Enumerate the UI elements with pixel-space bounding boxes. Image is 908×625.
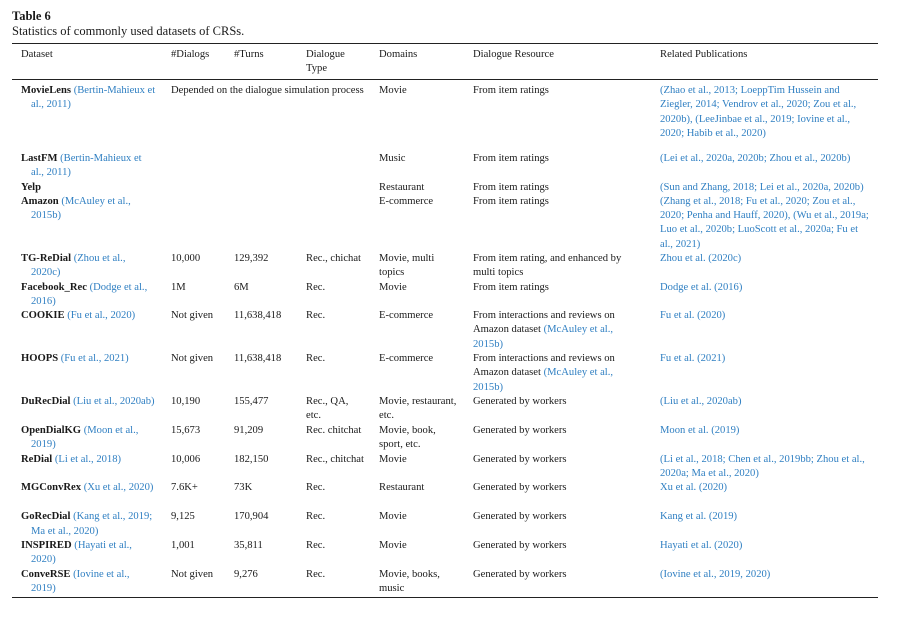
dialogs-cell: Not given [171, 310, 214, 322]
related-publications-cell[interactable]: (Sun and Zhang, 2018; Lei et al., 2020a, 2020b) [660, 181, 864, 193]
resource-text: From item ratings [473, 85, 549, 96]
turns-cell: 9,276 [225, 568, 297, 597]
dataset-citation-link[interactable]: (Fu et al., 2021) [60, 353, 129, 365]
domains-cell: Movie, restaurant, etc. [379, 396, 457, 422]
table-row [12, 281, 878, 310]
dataset-cell [12, 195, 162, 252]
table-row [12, 152, 878, 181]
turns-cell: 170,904 [234, 511, 269, 523]
domains-cell: E-commerce [379, 195, 434, 207]
dialogue-resource-cell [464, 568, 651, 597]
dialogue-type-cell: Rec., chitchat [306, 453, 364, 465]
related-publications-cell[interactable]: Xu et al. (2020) [660, 482, 728, 494]
turns-cell: 6M [234, 281, 249, 293]
resource-text: From item ratings [473, 181, 549, 193]
related-publications-cell[interactable]: Hayati et al. (2020) [660, 539, 743, 551]
dialogue-type-cell: Rec. [306, 353, 326, 365]
dialogs-cell: Depended on the dialogue simulation process [171, 85, 364, 96]
dataset-citation-link[interactable]: (Li et al., 2018) [54, 453, 122, 465]
dialogs-cell: 7.6K+ [171, 482, 198, 494]
dialogue-resource-cell [464, 424, 651, 453]
header-dataset: Dataset [12, 44, 162, 80]
dialogs-cell: 1,001 [171, 539, 195, 551]
table-row [12, 309, 878, 352]
related-publications-cell[interactable]: (Iovine et al., 2019, 2020) [651, 568, 878, 597]
dataset-citation-link[interactable]: (McAuley et al., 2015b) [31, 195, 131, 222]
turns-cell [225, 181, 297, 195]
dialogue-resource-cell [464, 252, 651, 281]
dataset-citation-link[interactable]: (Fu et al., 2020) [67, 310, 136, 322]
header-dialogue-type: Dialogue Type [297, 44, 370, 80]
related-publications-cell[interactable]: (Lei et al., 2020a, 2020b; Zhou et al., 2020b) [660, 152, 851, 164]
table-row [12, 352, 878, 395]
dataset-name: MovieLens [21, 85, 72, 96]
dataset-name: GoRecDial [21, 511, 71, 523]
resource-text: Generated by workers [473, 482, 567, 494]
related-publications-cell[interactable]: (Zhao et al., 2013; LoeppTim Hussein and Ziegler, 2014; Vendrov et al., 2020; Zou et al., 2020b), (LeeJinbae et al., 2019; Iovine et al., 2020; Habib et al., 2020) [660, 85, 857, 139]
domains-cell: E-commerce [379, 310, 434, 322]
dialogs-cell: 10,190 [171, 396, 201, 408]
dataset-citation-link[interactable]: (Liu et al., 2020ab) [73, 396, 155, 408]
table-row [12, 195, 878, 252]
dataset-name: HOOPS [21, 353, 59, 365]
turns-cell: 155,477 [234, 396, 269, 408]
dataset-cell [12, 252, 162, 281]
dialogue-resource-cell [464, 281, 651, 310]
resource-text: Generated by workers [473, 424, 567, 436]
dialogue-type-cell: Rec. [306, 310, 326, 322]
dataset-citation-link[interactable]: (Kang et al., 2019; Ma et al., 2020) [31, 511, 153, 537]
dialogue-type-cell: Rec. [306, 539, 326, 551]
dialogue-resource-cell [464, 309, 651, 352]
dialogue-resource-cell [464, 80, 651, 152]
dataset-citation-link[interactable]: (Bertin-Mahieux et al., 2011) [31, 85, 156, 111]
dialogue-resource-cell [464, 510, 651, 539]
table-label: Table 6 [12, 9, 51, 23]
turns-cell: 35,811 [234, 539, 263, 551]
dialogs-cell: 9,125 [171, 511, 195, 523]
dialogue-type-cell: Rec. chitchat [306, 424, 362, 436]
dialogs-cell [162, 181, 225, 195]
dataset-cell [12, 80, 162, 152]
resource-text: From item ratings [473, 152, 549, 164]
table-body [12, 80, 878, 598]
dataset-citation-link[interactable]: (Zhou et al., 2020c) [31, 252, 126, 279]
dataset-name: ConveRSE [21, 568, 71, 580]
dataset-citation-link[interactable]: (Iovine et al., 2019) [31, 568, 130, 595]
dataset-cell [12, 510, 162, 539]
dataset-citation-link[interactable]: (Dodge et al., 2016) [31, 281, 148, 307]
dataset-name: INSPIRED [21, 539, 72, 551]
dataset-name: COOKIE [21, 310, 65, 322]
header-related-publications: Related Publications [651, 44, 878, 80]
domains-cell: Restaurant [379, 181, 425, 193]
dialogs-cell: Not given [162, 568, 225, 597]
domains-cell: Music [379, 152, 406, 164]
dialogue-resource-cell [464, 453, 651, 482]
dialogue-resource-cell [464, 195, 651, 252]
dialogs-cell: 10,000 [171, 252, 201, 264]
domains-cell: E-commerce [379, 353, 434, 365]
turns-cell: 11,638,418 [234, 310, 282, 322]
resource-text: From item ratings [473, 195, 549, 207]
resource-text: Generated by workers [473, 539, 567, 551]
dialogue-type-cell: Rec. [297, 568, 370, 597]
dataset-cell [12, 309, 162, 352]
resource-text: From item rating, and enhanced by multi topics [473, 252, 622, 279]
domains-cell: Movie, books, music [370, 568, 464, 597]
dataset-citation-link[interactable]: (Bertin-Mahieux et al., 2011) [31, 152, 142, 178]
dataset-citation-link[interactable]: (Xu et al., 2020) [83, 482, 154, 494]
related-publications-cell[interactable]: Zhou et al. (2020c) [660, 252, 742, 264]
table-header-row [12, 44, 878, 80]
related-publications-cell[interactable]: Dodge et al. (2016) [660, 281, 743, 293]
table-row [12, 453, 878, 482]
dialogue-type-cell: Rec. [306, 482, 326, 494]
dataset-citation-link[interactable]: (Moon et al., 2019) [31, 424, 139, 451]
dataset-name: ReDial [21, 453, 53, 465]
dataset-cell [12, 481, 162, 510]
dialogue-type-cell [297, 195, 370, 252]
dataset-cell [12, 568, 162, 597]
dialogue-type-cell [297, 152, 370, 181]
turns-cell [225, 195, 297, 252]
dataset-cell [12, 539, 162, 568]
dataset-citation-link[interactable]: (Hayati et al., 2020) [31, 539, 132, 566]
dialogs-cell: 10,006 [171, 453, 201, 465]
turns-cell [225, 152, 297, 181]
dialogue-type-cell: Rec. [306, 281, 326, 293]
table-caption: Statistics of commonly used datasets of CRSs. [12, 24, 245, 38]
dialogue-type-cell: Rec. [306, 511, 326, 523]
dataset-name: Amazon [21, 195, 59, 207]
dataset-cell [12, 424, 162, 453]
turns-cell: 91,209 [234, 424, 264, 436]
dialogue-resource-cell [464, 481, 651, 510]
dialogs-cell [162, 195, 225, 252]
table-row [12, 539, 878, 568]
related-publications-cell[interactable]: Fu et al. (2021) [660, 353, 726, 365]
resource-text: Generated by workers [473, 396, 567, 408]
domains-cell: Movie [379, 539, 407, 551]
domains-cell: Restaurant [379, 482, 425, 494]
table-row [12, 80, 878, 152]
dialogue-type-cell [297, 181, 370, 195]
domains-cell: Movie, book, sport, etc. [379, 424, 436, 451]
resource-text: Generated by workers [473, 568, 567, 580]
dialogs-cell: 15,673 [171, 424, 201, 436]
dialogs-cell: Not given [171, 353, 214, 365]
dataset-name: TG-ReDial [21, 252, 72, 264]
resource-citation-link[interactable]: (McAuley et al., 2015b) [473, 367, 614, 393]
dialogue-type-cell: Rec., chichat [306, 252, 362, 264]
domains-cell: Movie [379, 511, 407, 523]
header-dialogue-resource: Dialogue Resource [464, 44, 651, 80]
domains-cell: Movie [379, 281, 407, 293]
dataset-name: OpenDialKG [21, 424, 82, 436]
related-publications-cell[interactable]: Kang et al. (2019) [660, 511, 738, 523]
dataset-name: Yelp [21, 181, 42, 193]
related-publications-cell[interactable]: (Zhang et al., 2018; Fu et al., 2020; Zou et al., 2020; Penha and Hauff, 2020), (Wu et al., 2019a; Luo et al., 2020b; LuoScott et al., 2020a; Fu et al., 2021) [660, 195, 869, 250]
table-row [12, 424, 878, 453]
table-row [12, 252, 878, 281]
dataset-cell [12, 395, 162, 424]
related-publications-cell[interactable]: (Liu et al., 2020ab) [660, 396, 742, 408]
domains-cell: Movie [379, 85, 407, 96]
header-domains: Domains [370, 44, 464, 80]
header-turns: #Turns [225, 44, 297, 80]
dataset-name: LastFM [21, 152, 58, 164]
resource-text: From interactions and reviews on Amazon dataset [473, 310, 615, 336]
dialogue-resource-cell [464, 181, 651, 195]
resource-text: Generated by workers [473, 511, 567, 523]
turns-cell: 182,150 [234, 453, 269, 465]
dialogs-cell [162, 152, 225, 181]
table-row [12, 395, 878, 424]
turns-cell: 129,392 [234, 252, 269, 264]
dataset-cell [12, 352, 162, 395]
dataset-cell [12, 181, 162, 195]
domains-cell: Movie, multi topics [379, 252, 435, 279]
table-row [12, 510, 878, 539]
dataset-cell [12, 152, 162, 181]
domains-cell: Movie [379, 453, 407, 465]
dialogue-resource-cell [464, 152, 651, 181]
table-row [12, 481, 878, 510]
dataset-name: MGConvRex [21, 482, 82, 494]
table-row [12, 568, 878, 597]
dataset-cell [12, 281, 162, 310]
turns-cell: 73K [234, 482, 253, 494]
dialogue-resource-cell [464, 352, 651, 395]
table-row [12, 181, 878, 195]
dataset-cell [12, 453, 162, 482]
header-dialogs: #Dialogs [162, 44, 225, 80]
resource-text: From interactions and reviews on Amazon dataset [473, 353, 615, 379]
resource-citation-link[interactable]: (McAuley et al., 2015b) [473, 324, 614, 350]
dataset-name: DuRecDial [21, 396, 71, 408]
resource-text: Generated by workers [473, 453, 567, 465]
dialogs-cell: 1M [171, 281, 186, 293]
related-publications-cell[interactable]: Fu et al. (2020) [660, 310, 726, 322]
related-publications-cell[interactable]: Moon et al. (2019) [660, 424, 740, 436]
resource-text: From item ratings [473, 281, 549, 293]
datasets-table [12, 43, 878, 598]
dialogue-resource-cell [464, 395, 651, 424]
related-publications-cell[interactable]: (Li et al., 2018; Chen et al., 2019bb; Zhou et al., 2020a; Ma et al., 2020) [660, 453, 865, 480]
dialogue-resource-cell [464, 539, 651, 568]
dialogue-type-cell: Rec., QA, etc. [306, 396, 349, 422]
turns-cell: 11,638,418 [234, 353, 282, 365]
dataset-name: Facebook_Rec [21, 281, 87, 293]
